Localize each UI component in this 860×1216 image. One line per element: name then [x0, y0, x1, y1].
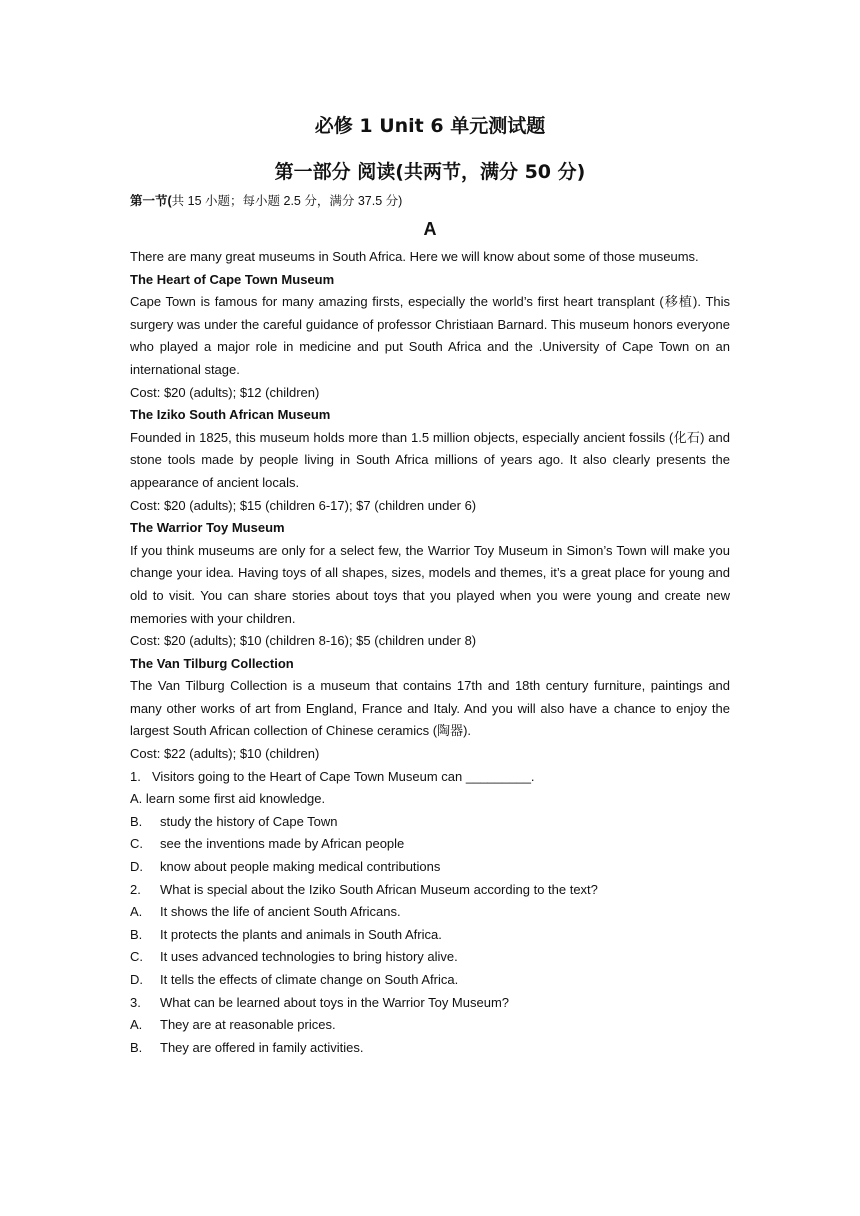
- question-stem: What can be learned about toys in the Warrior Toy Museum?: [160, 994, 510, 1010]
- part-heading: 第一部分 阅读(共两节，满分 50 分): [274, 161, 586, 183]
- answer-option: [130, 856, 730, 879]
- question-number: 2.: [130, 881, 141, 897]
- option-text: It uses advanced technologies to bring history alive.: [160, 949, 458, 965]
- museum-cost: Cost: $20 (adults); $12 (children): [130, 384, 320, 400]
- answer-option: [130, 1014, 730, 1037]
- section-label: 第一节(: [130, 194, 172, 208]
- museum-cost: Cost: $20 (adults); $10 (children 8-16); $5 (children under 8): [130, 633, 477, 649]
- answer-option: [130, 924, 730, 947]
- answer-option: [130, 811, 730, 834]
- option-text: It shows the life of ancient South Africans.: [160, 904, 401, 920]
- museum-heading: The Heart of Cape Town Museum: [130, 271, 335, 287]
- question-number: 3.: [130, 994, 141, 1010]
- section-heading: [130, 190, 730, 212]
- option-key: A.: [130, 1017, 143, 1033]
- option-key: B.: [130, 813, 143, 829]
- answer-option: [130, 946, 730, 969]
- section-rest: 共 15 小题；每小题 2.5 分，满分 37.5 分): [171, 194, 403, 208]
- museum-heading: The Iziko South African Museum: [130, 407, 331, 423]
- question-number: 1.: [130, 768, 141, 784]
- document-title: 必修 1 Unit 6 单元测试题: [314, 115, 546, 137]
- passage-letter: A: [423, 219, 437, 239]
- option-text: learn some first aid knowledge.: [145, 791, 326, 807]
- option-key: C.: [130, 949, 143, 965]
- museum-description: Founded in 1825, this museum holds more than 1.5 million objects, especially ancient fossils (化石) and stone tools made by people living in South Africa millions of years ago. It also clearly presents the appearance of ancient locals.: [130, 429, 730, 490]
- question-stem: Visitors going to the Heart of Cape Town Museum can _________.: [152, 768, 535, 784]
- question-stem: What is special about the Iziko South African Museum according to the text?: [160, 881, 598, 897]
- option-key: A.: [130, 904, 143, 920]
- answer-option: [130, 833, 730, 856]
- answer-option: [130, 969, 730, 992]
- intro-paragraph: There are many great museums in South Africa. Here we will know about some of those museums.: [130, 249, 699, 264]
- option-text: know about people making medical contributions: [160, 859, 441, 875]
- option-key: B.: [130, 926, 143, 942]
- option-text: They are at reasonable prices.: [160, 1017, 336, 1033]
- museum-cost: Cost: $22 (adults); $10 (children): [130, 746, 320, 762]
- option-text: They are offered in family activities.: [160, 1039, 364, 1055]
- option-key: C.: [130, 836, 143, 852]
- museum-description: The Van Tilburg Collection is a museum that contains 17th and 18th century furniture, paintings and many other works of art from England, France and Italy. And you will also have a chance to enjoy the largest South African collection of Chinese ceramics (陶器).: [130, 678, 730, 739]
- museum-description: Cape Town is famous for many amazing firsts, especially the world’s first heart transplant (移植). This surgery was under the careful guidance of professor Christiaan Barnard. This museum honors everyone who played a major role in medicine and put South Africa and the .University of Cape Town on an international stage.: [130, 294, 730, 377]
- document-content: [130, 112, 730, 1059]
- museum-description: If you think museums are only for a select few, the Warrior Toy Museum in Simon’s Town will make you change your idea. Having toys of all shapes, sizes, models and themes, it’s a great place for young and old to visit. You can share stories about toys that you played when you were young and create new memories with your children.: [130, 542, 730, 626]
- museum-cost: Cost: $20 (adults); $15 (children 6-17); $7 (children under 6): [130, 497, 477, 513]
- question: [130, 879, 730, 902]
- option-text: It tells the effects of climate change on South Africa.: [160, 972, 459, 987]
- question: [130, 766, 730, 789]
- option-text: It protects the plants and animals in South Africa.: [160, 926, 442, 942]
- option-text: see the inventions made by African people: [160, 836, 405, 852]
- option-key: D.: [130, 859, 143, 875]
- answer-option: [130, 901, 730, 924]
- question: [130, 992, 730, 1015]
- museum-heading: The Van Tilburg Collection: [130, 655, 294, 671]
- option-key: D.: [130, 972, 143, 987]
- answer-option: [130, 1037, 730, 1060]
- option-key: B.: [130, 1039, 143, 1055]
- option-key: A.: [130, 791, 143, 807]
- museum-heading: The Warrior Toy Museum: [130, 520, 285, 536]
- answer-option: [130, 788, 730, 811]
- option-text: study the history of Cape Town: [160, 813, 338, 829]
